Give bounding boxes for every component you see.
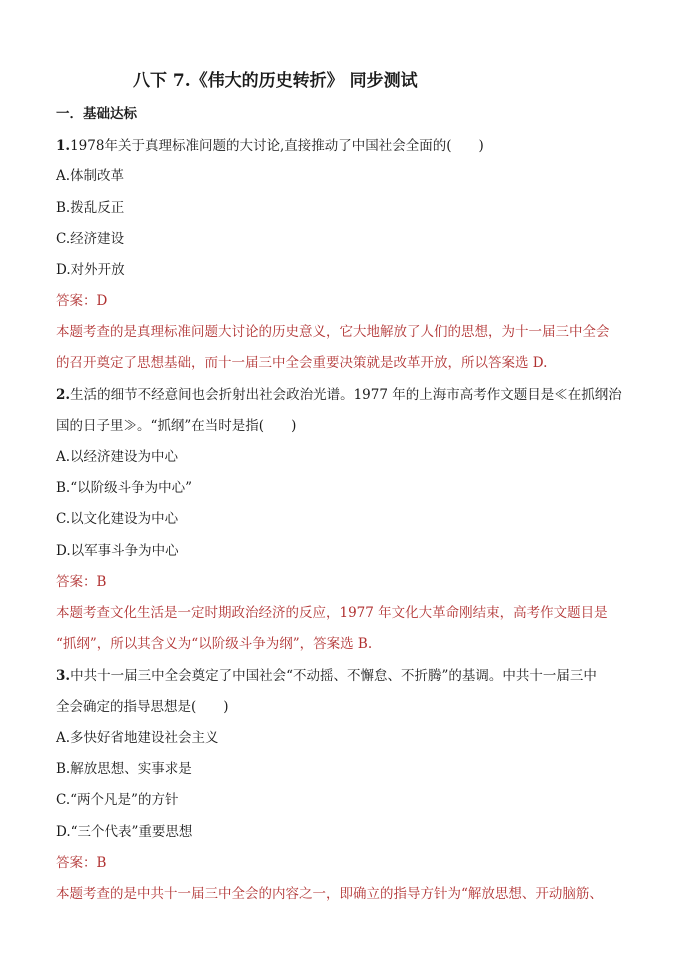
option-c: C.“两个凡是”的方针: [56, 792, 179, 808]
option-b: B.“以阶级斗争为中心”: [56, 480, 193, 496]
option-a: A.多快好省地建设社会主义: [56, 730, 219, 746]
question-text-cont: 国的日子里≫。“抓纲”在当时是指( ): [56, 418, 297, 434]
question-text: 生活的细节不经意间也会折射出社会政治光谱。1977 年的上海市高考作文题目是≪在抓纲治: [70, 387, 622, 403]
option-a: A.以经济建设为中心: [56, 449, 179, 465]
option-c: C.经济建设: [56, 231, 125, 247]
explanation-line: 本题考查的是中共十一届三中全会的内容之一，即确立的指导方针为“解放思想、开动脑筋、: [56, 886, 603, 902]
explanation-line: “抓纲”，所以其含义为“以阶级斗争为纲”，答案选 B.: [56, 636, 373, 652]
question-text-cont: 全会确定的指导思想是( ): [56, 699, 229, 715]
option-a: A.体制改革: [56, 168, 125, 184]
question-number: 3.: [56, 668, 71, 684]
option-b: B.解放思想、实事求是: [56, 761, 192, 777]
option-b: B.拨乱反正: [56, 200, 125, 216]
question-3: [56, 666, 597, 686]
question-2: [56, 385, 622, 405]
answer: 答案：B: [56, 574, 107, 590]
answer: 答案：B: [56, 855, 107, 871]
option-d: D.“三个代表”重要思想: [56, 824, 193, 840]
page-title: 八下 7.《伟大的历史转折》 同步测试: [133, 71, 418, 91]
option-c: C.以文化建设为中心: [56, 511, 179, 527]
explanation-line: 的召开奠定了思想基础，而十一届三中全会重要决策就是改革开放，所以答案选 D.: [56, 355, 548, 371]
question-text: 中共十一届三中全会奠定了中国社会“不动摇、不懈怠、不折腾”的基调。中共十一届三中: [70, 668, 597, 684]
explanation-line: 本题考查文化生活是一定时期政治经济的反应，1977 年文化大革命刚结束，高考作文题目是: [56, 605, 608, 621]
question-number: 2.: [56, 387, 71, 403]
question-1: [56, 136, 484, 156]
explanation-line: 本题考查的是真理标准问题大讨论的历史意义，它大地解放了人们的思想，为十一届三中全会: [56, 324, 610, 340]
option-d: D.以军事斗争为中心: [56, 543, 179, 559]
section-heading: 一．基础达标: [56, 106, 137, 122]
question-text: 1978年关于真理标准问题的大讨论,直接推动了中国社会全面的( ): [70, 138, 484, 154]
question-number: 1.: [56, 138, 71, 154]
option-d: D.对外开放: [56, 262, 125, 278]
answer: 答案：D: [56, 293, 108, 309]
